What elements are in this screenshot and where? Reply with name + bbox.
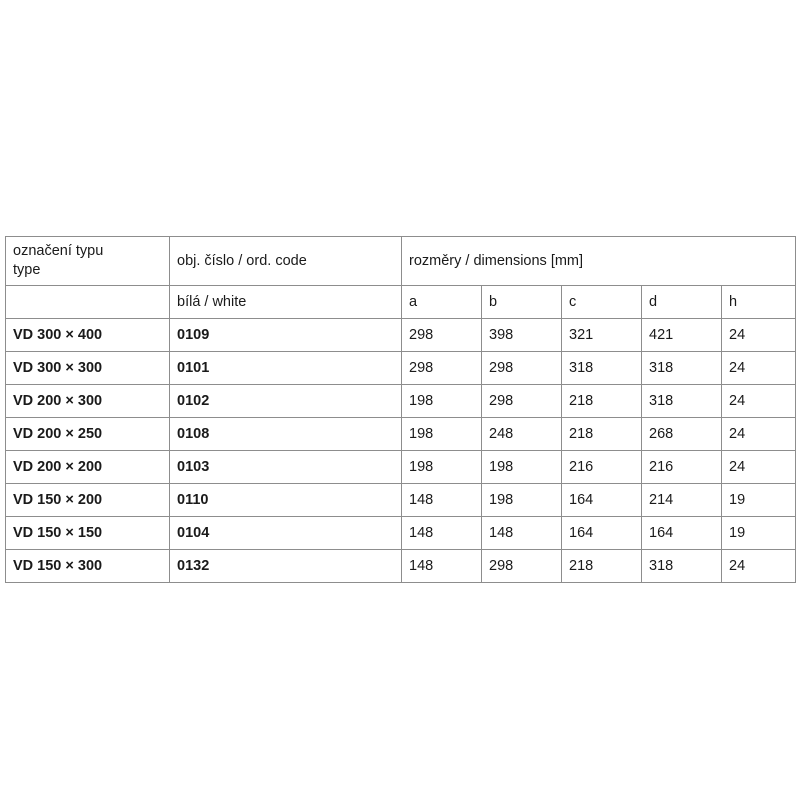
cell-h: 19 <box>722 484 796 517</box>
cell-type: VD 150 × 300 <box>6 550 170 583</box>
header-dim-c: c <box>562 286 642 319</box>
cell-d: 318 <box>642 352 722 385</box>
cell-b: 198 <box>482 451 562 484</box>
cell-c: 321 <box>562 319 642 352</box>
table-header-row-sub <box>6 286 796 319</box>
cell-code: 0102 <box>170 385 402 418</box>
cell-b: 298 <box>482 352 562 385</box>
cell-c: 218 <box>562 550 642 583</box>
cell-type: VD 150 × 150 <box>6 517 170 550</box>
table-row <box>6 484 796 517</box>
header-order-code-cell: obj. číslo / ord. code <box>170 237 402 286</box>
cell-d: 214 <box>642 484 722 517</box>
header-dim-d: d <box>642 286 722 319</box>
table-header-row-top <box>6 237 796 286</box>
header-type-line1: označení typu <box>13 243 104 259</box>
header-dim-b: b <box>482 286 562 319</box>
cell-h: 24 <box>722 418 796 451</box>
cell-code: 0110 <box>170 484 402 517</box>
cell-d: 216 <box>642 451 722 484</box>
cell-type: VD 200 × 200 <box>6 451 170 484</box>
cell-h: 24 <box>722 451 796 484</box>
cell-b: 398 <box>482 319 562 352</box>
header-dimensions-cell: rozměry / dimensions [mm] <box>402 237 796 286</box>
cell-a: 148 <box>402 550 482 583</box>
cell-b: 248 <box>482 418 562 451</box>
cell-code: 0104 <box>170 517 402 550</box>
cell-h: 24 <box>722 352 796 385</box>
cell-type: VD 300 × 300 <box>6 352 170 385</box>
cell-a: 198 <box>402 418 482 451</box>
header-white-cell: bílá / white <box>170 286 402 319</box>
cell-b: 148 <box>482 517 562 550</box>
cell-a: 198 <box>402 451 482 484</box>
cell-type: VD 200 × 250 <box>6 418 170 451</box>
header-dim-h: h <box>722 286 796 319</box>
cell-c: 216 <box>562 451 642 484</box>
cell-b: 298 <box>482 550 562 583</box>
cell-c: 218 <box>562 385 642 418</box>
cell-d: 268 <box>642 418 722 451</box>
cell-a: 148 <box>402 484 482 517</box>
cell-c: 164 <box>562 517 642 550</box>
cell-code: 0101 <box>170 352 402 385</box>
cell-c: 318 <box>562 352 642 385</box>
header-type-cell <box>6 237 170 286</box>
cell-a: 198 <box>402 385 482 418</box>
cell-code: 0109 <box>170 319 402 352</box>
cell-code: 0103 <box>170 451 402 484</box>
cell-h: 24 <box>722 319 796 352</box>
cell-d: 318 <box>642 550 722 583</box>
table-row <box>6 451 796 484</box>
table-row <box>6 517 796 550</box>
cell-code: 0108 <box>170 418 402 451</box>
header-dim-a: a <box>402 286 482 319</box>
table-row <box>6 418 796 451</box>
cell-h: 24 <box>722 385 796 418</box>
cell-h: 24 <box>722 550 796 583</box>
cell-b: 298 <box>482 385 562 418</box>
cell-d: 421 <box>642 319 722 352</box>
header-type-sub-cell <box>6 286 170 319</box>
table-row <box>6 550 796 583</box>
specification-table-container <box>5 236 795 583</box>
cell-b: 198 <box>482 484 562 517</box>
cell-a: 148 <box>402 517 482 550</box>
table-row <box>6 319 796 352</box>
cell-type: VD 300 × 400 <box>6 319 170 352</box>
cell-type: VD 200 × 300 <box>6 385 170 418</box>
cell-d: 318 <box>642 385 722 418</box>
table-row <box>6 352 796 385</box>
cell-c: 218 <box>562 418 642 451</box>
cell-a: 298 <box>402 319 482 352</box>
header-type-line2: type <box>13 262 41 279</box>
cell-type: VD 150 × 200 <box>6 484 170 517</box>
cell-c: 164 <box>562 484 642 517</box>
specification-table <box>5 236 796 583</box>
cell-h: 19 <box>722 517 796 550</box>
table-row <box>6 385 796 418</box>
cell-d: 164 <box>642 517 722 550</box>
cell-a: 298 <box>402 352 482 385</box>
cell-code: 0132 <box>170 550 402 583</box>
